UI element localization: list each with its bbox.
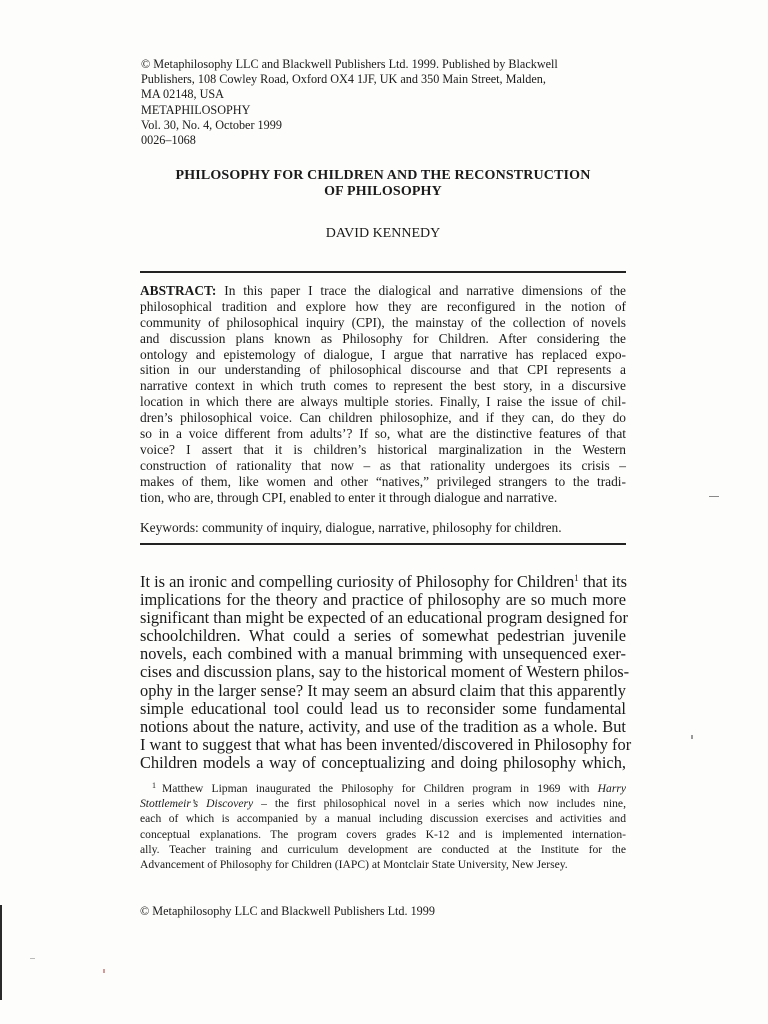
abstract-line: location in which there are always multiple stories. Finally, I raise the issue of chil-: [140, 394, 626, 410]
body-line: schoolchildren. What could a series of somewhat pedestrian juvenile: [140, 626, 626, 646]
header-line: © Metaphilosophy LLC and Blackwell Publishers Ltd. 1999. Published by Blackwell: [141, 57, 558, 71]
title-line-2: OF PHILOSOPHY: [324, 184, 442, 199]
header-line: MA 02148, USA: [141, 87, 224, 102]
footnote-second-text: – the first philosophical novel in a series which now includes nine,: [253, 797, 626, 811]
abstract-line: sition in our understanding of philosophical discourse and that CPI represents a: [140, 362, 626, 378]
scan-margin-mark: [709, 496, 719, 497]
scan-edge-shadow: [0, 905, 2, 1000]
footnote-line: ally. Teacher training and curriculum development are conducted at the Institute for the: [140, 842, 626, 856]
body-line: significant than might be expected of an educational program designed for: [140, 608, 628, 628]
abstract-line: ontology and epistemology of dialogue, I argue that narrative has replaced expo-: [140, 346, 626, 362]
abstract-bottom-rule: [140, 543, 626, 545]
abstract-top-rule: [140, 271, 626, 273]
abstract: [140, 283, 626, 505]
abstract-line: so in a voice different from adults’? If so, what are the distinctive features of that: [140, 426, 626, 442]
body-line: [140, 573, 626, 591]
footnote-line: each of which is accompanied by a manual including discussion exercises and activities and: [140, 812, 626, 826]
footnote-line: Advancement of Philosophy for Children (IAPC) at Montclair State University, New Jersey.: [140, 857, 568, 871]
scan-speck: [691, 735, 693, 739]
body-first-text: It is an ironic and compelling curiosity of Philosophy for Children: [140, 572, 575, 591]
footnote-first-text: Matthew Lipman inaugurated the Philosophy for Children program in 1969 with: [162, 782, 598, 795]
scan-speck: [30, 958, 35, 959]
title-line-1: PHILOSOPHY FOR CHILDREN AND THE RECONSTRUCTION: [175, 168, 591, 183]
abstract-line: makes of them, like women and other “natives,” privileged strangers to the tradi-: [140, 473, 626, 489]
abstract-label: ABSTRACT:: [140, 283, 217, 298]
abstract-line: and discussion plans known as Philosophy for Children. After considering the: [140, 330, 626, 346]
footnote-line: [140, 796, 626, 811]
journal-issn: 0026–1068: [141, 133, 196, 148]
body-line: notions about the nature, activity, and use of the tradition as a whole. But: [140, 716, 626, 736]
journal-volume: Vol. 30, No. 4, October 1999: [141, 117, 282, 132]
copyright-footer: © Metaphilosophy LLC and Blackwell Publishers Ltd. 1999: [140, 904, 435, 918]
publication-header: [141, 57, 601, 148]
header-line: Publishers, 108 Cowley Road, Oxford OX4 1JF, UK and 350 Main Street, Malden,: [141, 72, 546, 87]
footnote-number: 1: [152, 781, 156, 790]
body-line: I want to suggest that what has been invented/discovered in Philosophy for: [140, 734, 632, 754]
abstract-line: dren’s philosophical voice. Can children philosophize, and if they can, do they do: [140, 410, 626, 426]
body-line: cises and discussion plans, say to the historical moment of Western philos-: [140, 662, 630, 682]
abstract-line: narrative context in which truth comes to represent the best story, in a discursive: [140, 378, 626, 394]
footnote-line: conceptual explanations. The program covers grades K-12 and is implemented internation-: [140, 827, 626, 841]
author-name: DAVID KENNEDY: [325, 226, 441, 241]
body-paragraph: [140, 572, 632, 772]
footnote: [140, 781, 626, 872]
keywords: Keywords: community of inquiry, dialogue, narrative, philosophy for children.: [140, 520, 562, 535]
abstract-line: tion, who are, through CPI, enabled to enter it through dialogue and narrative.: [140, 489, 558, 505]
body-line: Children models a way of conceptualizing and doing philosophy which,: [140, 752, 626, 772]
abstract-line: community of philosophical inquiry (CPI), the mainstay of the collection of novels: [140, 314, 626, 330]
scan-speck: [103, 969, 105, 973]
abstract-line: philosophical tradition and explore how they are reconfigured in the notion of: [140, 298, 626, 314]
abstract-line: voice? I assert that it is children’s historical marginalization in the Western: [140, 441, 626, 457]
body-line: ophy in the larger sense? It may seem an absurd claim that this apparently: [140, 680, 626, 700]
footnote-book-title: Harry: [597, 782, 626, 795]
body-first-text-end: that its: [578, 572, 628, 591]
abstract-line: [140, 283, 626, 299]
body-line: implications for the theory and practice of philosophy are so much more: [140, 590, 626, 610]
article-title: [140, 168, 626, 200]
journal-name: METAPHILOSOPHY: [141, 102, 251, 117]
body-line: novels, each combined with a manual brimming with unsequenced exer-: [140, 644, 626, 664]
footnote-reference[interactable]: 1: [574, 573, 579, 583]
abstract-line: construction of rationality that now – as that rationality undergoes its crisis –: [140, 457, 626, 473]
abstract-first-text: In this paper I trace the dialogical and narrative dimensions of the: [216, 283, 626, 298]
footnote-line: [140, 781, 626, 796]
footnote-book-title-cont: Stottlemeir’s Discovery: [140, 797, 254, 811]
body-line: simple educational tool could lead us to reconsider some fundamental: [140, 698, 626, 718]
